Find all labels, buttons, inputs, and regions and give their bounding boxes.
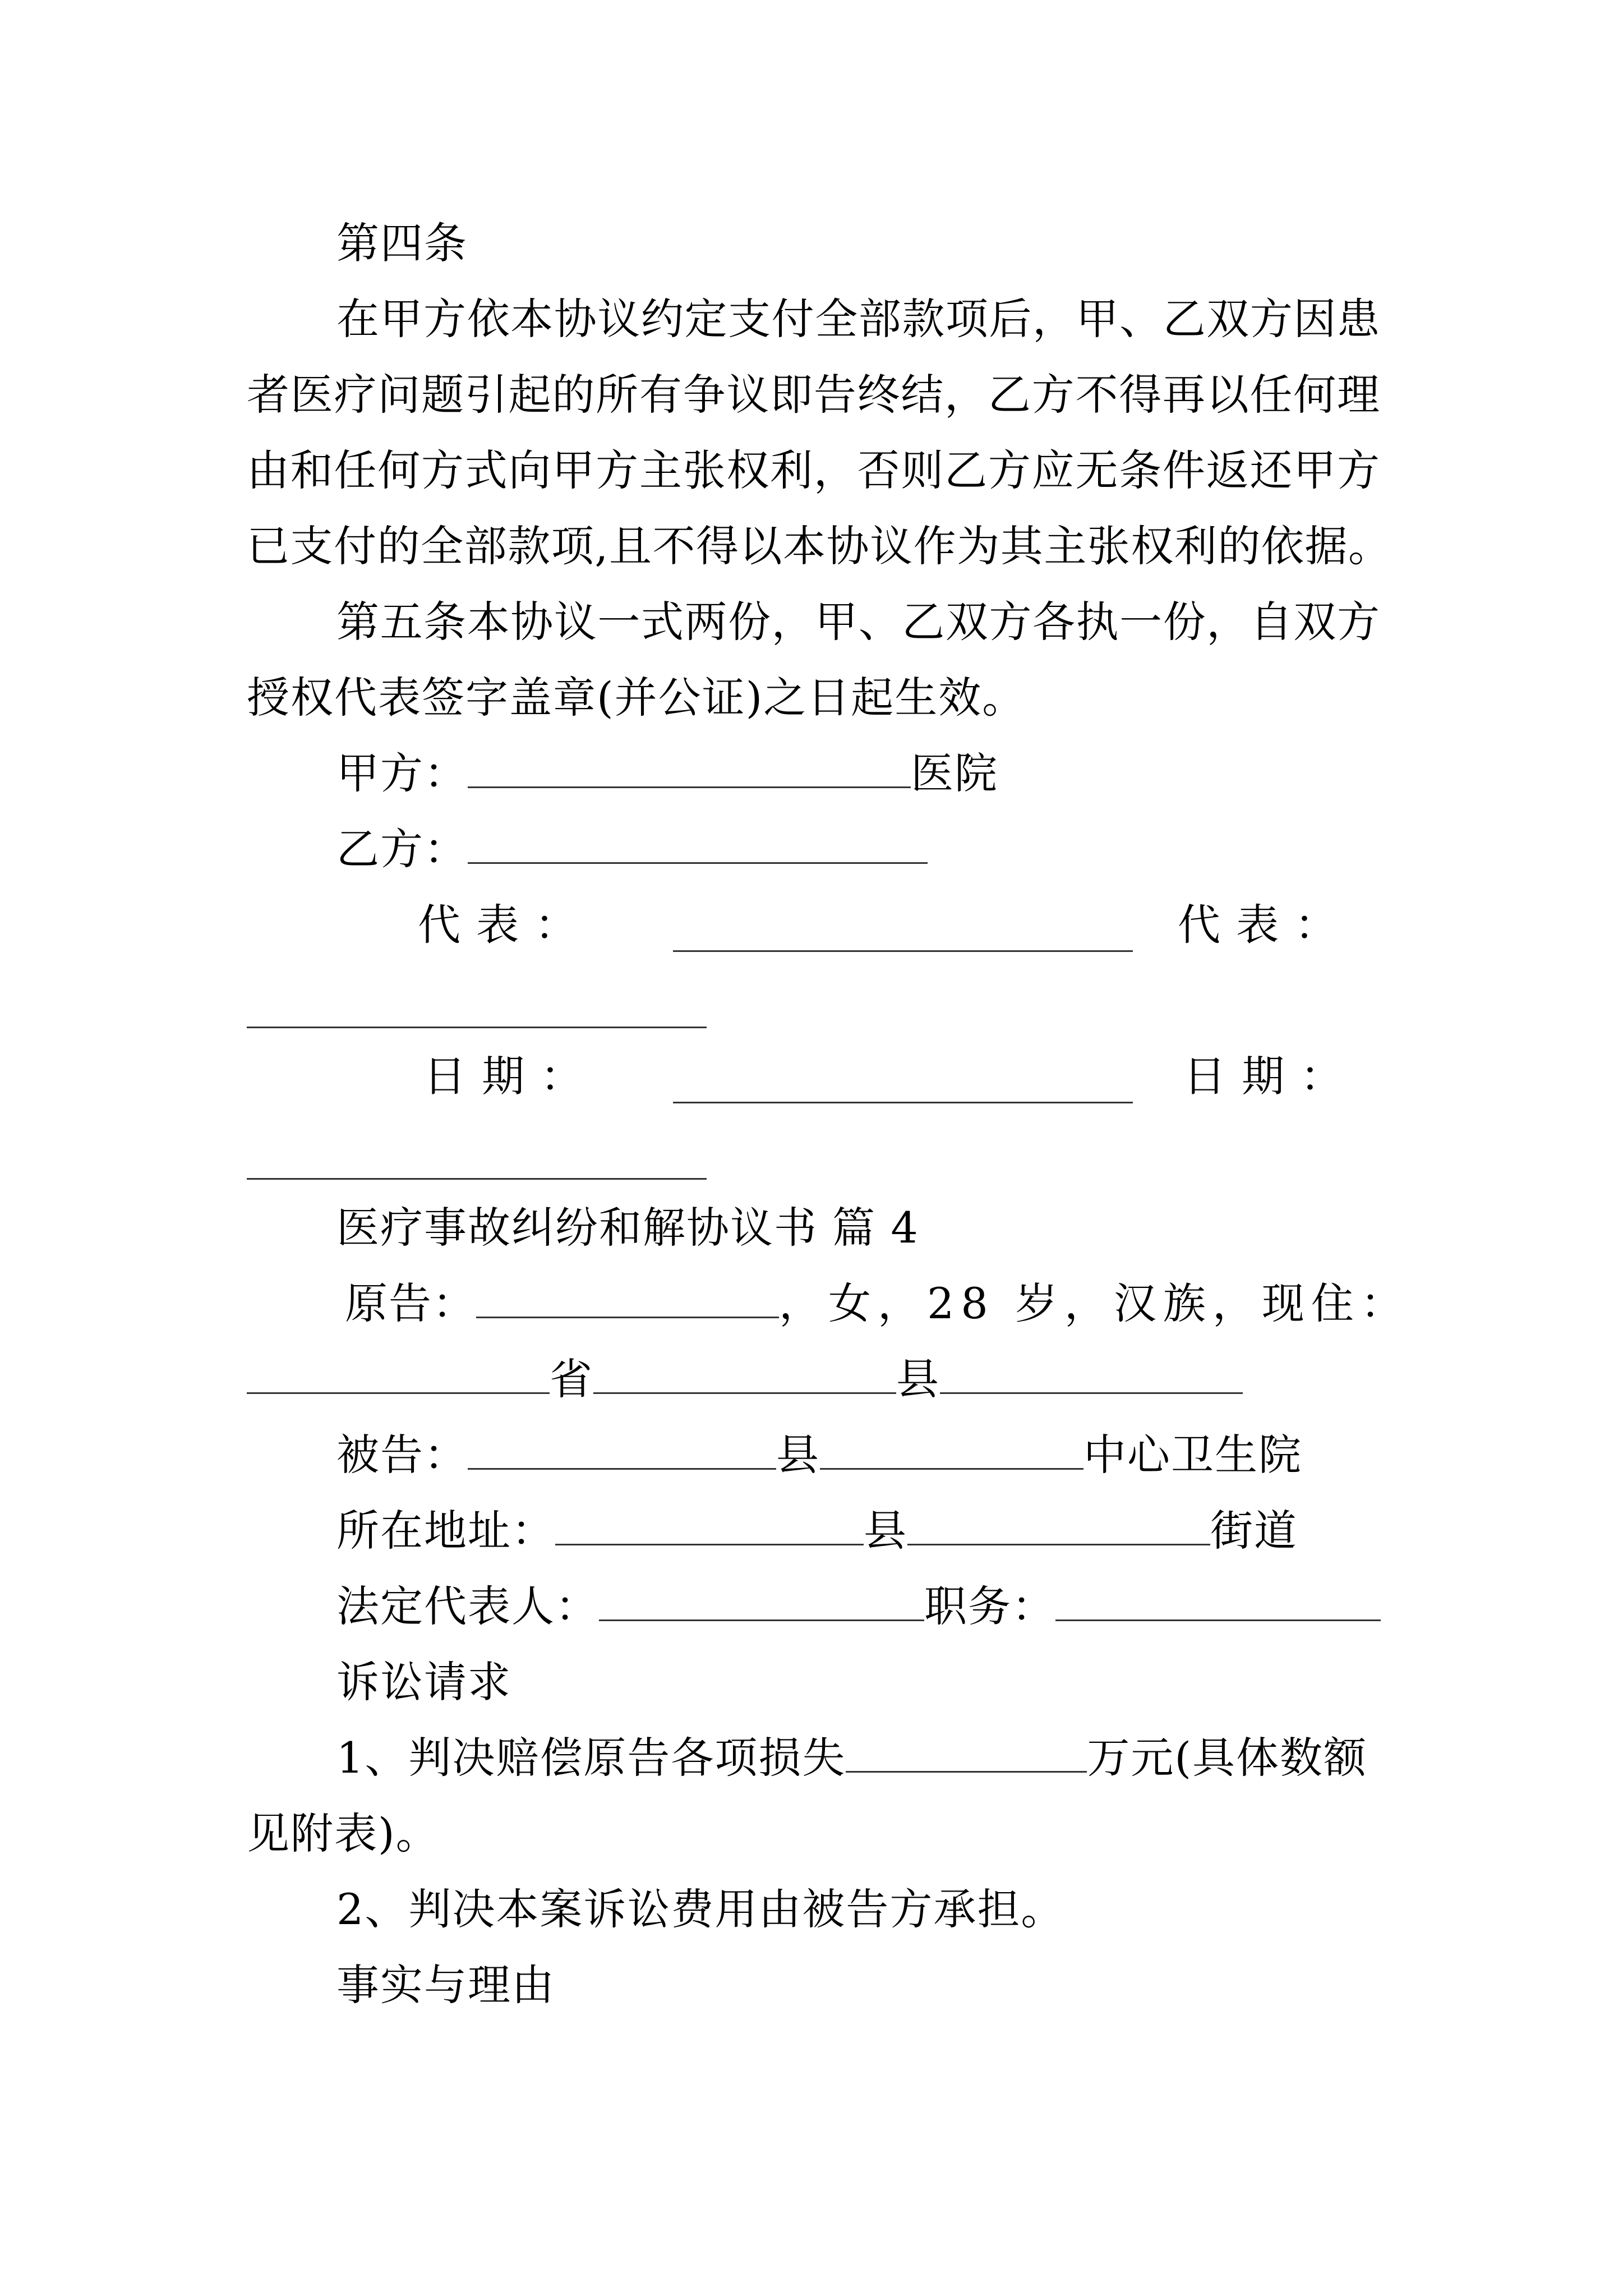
- party-a-line: [336, 734, 1623, 813]
- date-label-left: 日 期 ：: [423, 1051, 584, 1101]
- party-a-suffix: 医院: [911, 748, 998, 798]
- rep-blank-left[interactable]: [673, 950, 1133, 952]
- article5-line-1: 第五条本协议一式两份，甲、乙双方各执一份，自双方: [336, 597, 1380, 647]
- facts-heading: 事实与理由: [336, 1960, 555, 2010]
- claim-1-suffix: 万元(具体数额: [1087, 1733, 1368, 1783]
- address-county-blank[interactable]: [555, 1508, 864, 1545]
- section4-title: 医疗事故纠纷和解协议书 篇 4: [336, 1203, 919, 1253]
- article4-line-1: 在甲方依本协议约定支付全部款项后，甲、乙双方因患: [336, 294, 1380, 344]
- defendant-name-blank[interactable]: [820, 1432, 1083, 1470]
- plaintiff-province-blank[interactable]: [247, 1356, 550, 1394]
- date-blank-right[interactable]: [247, 1178, 707, 1180]
- article4-line-2: 者医疗问题引起的所有争议即告终结，乙方不得再以任何理: [247, 370, 1380, 420]
- plaintiff-county-blank[interactable]: [593, 1356, 896, 1394]
- party-a-name-blank[interactable]: [468, 751, 911, 788]
- claim-2: 2、判决本案诉讼费用由被告方承担。: [336, 1884, 1065, 1934]
- rep-label-right: 代 表 ：: [1178, 900, 1339, 950]
- legal-rep-position-blank[interactable]: [1055, 1584, 1381, 1621]
- legal-rep-line: [336, 1567, 1623, 1646]
- plaintiff-label: 原告：: [345, 1278, 476, 1328]
- defendant-county-blank[interactable]: [468, 1432, 776, 1470]
- article4-heading: 第四条: [336, 218, 468, 268]
- article5-line-2: 授权代表签字盖章(并公证)之日起生效。: [247, 673, 1026, 723]
- rep-blank-right[interactable]: [247, 1027, 707, 1028]
- plaintiff-details: ，女，28 岁，汉族，现住：: [779, 1278, 1410, 1328]
- legal-rep-name-blank[interactable]: [599, 1584, 924, 1621]
- defendant-county: 县: [776, 1430, 820, 1480]
- address-label: 所在地址：: [336, 1506, 555, 1556]
- plaintiff-address-blank[interactable]: [940, 1356, 1243, 1394]
- date-blank-left[interactable]: [673, 1102, 1133, 1103]
- plaintiff-line: [345, 1264, 1623, 1343]
- plaintiff-address-line: [247, 1340, 1623, 1419]
- article4-line-4: 已支付的全部款项,且不得以本协议作为其主张权利的依据。: [247, 521, 1391, 571]
- claim-1-amount-blank[interactable]: [846, 1735, 1087, 1773]
- plaintiff-name-blank[interactable]: [476, 1281, 779, 1318]
- address-suffix: 街道: [1210, 1506, 1298, 1556]
- plaintiff-county: 县: [896, 1354, 940, 1404]
- defendant-line: [336, 1416, 1623, 1494]
- address-county: 县: [864, 1506, 907, 1556]
- claim-1-prefix: 1、判决赔偿原告各项损失: [336, 1733, 846, 1783]
- rep-label-left: 代 表 ：: [418, 900, 579, 950]
- address-street-blank[interactable]: [907, 1508, 1210, 1545]
- legal-rep-position-label: 职务：: [924, 1581, 1055, 1631]
- defendant-label: 被告：: [336, 1430, 468, 1480]
- party-a-label: 甲方：: [336, 748, 468, 798]
- plaintiff-province: 省: [550, 1354, 593, 1404]
- address-line: [336, 1492, 1623, 1570]
- claim-1-line-2: 见附表)。: [247, 1809, 440, 1858]
- article4-line-3: 由和任何方式向甲方主张权利，否则乙方应无条件返还甲方: [247, 445, 1380, 495]
- legal-rep-label: 法定代表人：: [336, 1581, 599, 1631]
- claim-1-line: [336, 1719, 1623, 1797]
- party-b-line: [336, 810, 1623, 889]
- party-b-label: 乙方：: [336, 824, 468, 874]
- defendant-suffix: 中心卫生院: [1083, 1430, 1302, 1480]
- date-label-right: 日 期 ：: [1183, 1051, 1344, 1101]
- party-b-name-blank[interactable]: [468, 826, 928, 864]
- claims-heading: 诉讼请求: [336, 1657, 511, 1707]
